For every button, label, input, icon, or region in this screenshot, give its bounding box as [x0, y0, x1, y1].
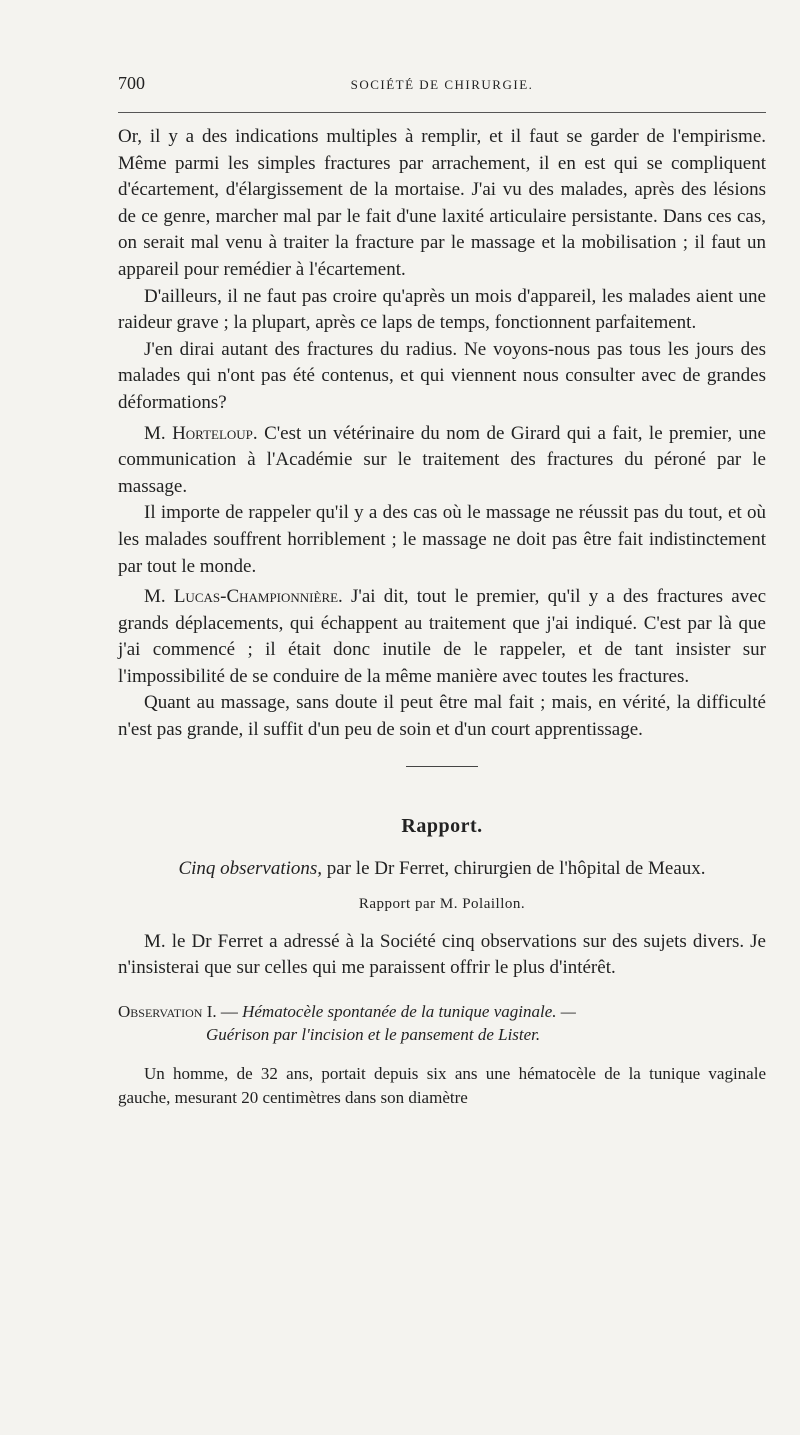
paragraph: Or, il y a des indications multiples à remplir, et il faut se garder de l'empirisme. Même parmi les simples fractures par arrachement, il en est qui se compliquent d'écartement, d'élargissement de la mortaise. J'ai vu des malades, après des lésions de ce genre, marcher mal par le fait d'une laxité articulaire persistante. Dans ces cas, on serait mal venu à traiter la fracture par le massage et la mobilisation ; il faut un appareil pour remédier à l'écartement. — [118, 126, 766, 280]
section-separator — [406, 766, 478, 767]
observation-title-line1: Hématocèle spontanée de la tunique vaginale. — — [242, 1001, 576, 1021]
page-body — [118, 124, 766, 1110]
section-heading: Rapport. — [401, 814, 483, 837]
observation-label: Observation I. — [118, 1001, 217, 1021]
report-title-italic: Cinq observations, — [178, 857, 323, 879]
observation-dash: — — [216, 1001, 243, 1021]
observation-body: Un homme, de 32 ans, portait depuis six ans une hématocèle de la tunique vaginale gauche, mesurant 20 centimètres dans son diamètre — [118, 1063, 766, 1107]
report-author: Rapport par M. Polaillon. — [358, 895, 526, 912]
speaker-name: M. Lucas-Championnière. — [144, 586, 343, 608]
paragraph: J'en dirai autant des fractures du radius. Ne voyons-nous pas tous les jours des malades qui n'ont pas été contenus, et qui viennent nous consulter avec de grandes déformations? — [118, 338, 766, 413]
observation-heading — [118, 1000, 766, 1046]
speaker-text: J'ai dit, tout le premier, qu'il y a des fractures avec grands déplacements, qui échappent au traitement que j'ai indiqué. C'est par là que j'ai commencé ; il était donc inutile de le rappeler, et de tant insister sur l'impossibilité de se conduire de la même manière avec toutes les fractures. — [118, 586, 766, 687]
page-number: 700 — [118, 73, 145, 93]
paragraph: Il importe de rappeler qu'il y a des cas où le massage ne réussit pas du tout, et où les malades souffrent horriblement ; le massage ne doit pas être fait indistinctement par tout le monde. — [118, 502, 766, 577]
speaker-name: M. Horteloup. — [144, 422, 258, 444]
observation-title-line2: Guérison par l'incision et le pansement de Lister. — [206, 1024, 541, 1044]
paragraph: Quant au massage, sans doute il peut être mal fait ; mais, en vérité, la difficulté n'est pas grande, il suffit d'un peu de soin et d'un court apprentissage. — [118, 692, 766, 741]
report-title-rest: par le Dr Ferret, chirurgien de l'hôpital de Meaux. — [322, 857, 706, 879]
running-head: SOCIÉTÉ DE CHIRURGIE. — [350, 77, 534, 92]
report-intro: M. le Dr Ferret a adressé à la Société cinq observations sur des sujets divers. Je n'insisterai que sur celles qui me paraissent offrir le plus d'intérêt. — [118, 930, 766, 979]
speaker-paragraph — [118, 421, 766, 501]
speaker-paragraph — [118, 584, 766, 690]
speaker-text: C'est un vétérinaire du nom de Girard qui a fait, le premier, une communication à l'Académie sur le traitement des fractures du péroné par le massage. — [118, 422, 766, 497]
paragraph: D'ailleurs, il ne faut pas croire qu'après un mois d'appareil, les malades aient une raideur grave ; la plupart, après ce laps de temps, fonctionnent parfaitement. — [118, 285, 766, 334]
page-header — [118, 73, 766, 97]
report-title — [118, 856, 766, 882]
header-rule — [118, 112, 766, 113]
